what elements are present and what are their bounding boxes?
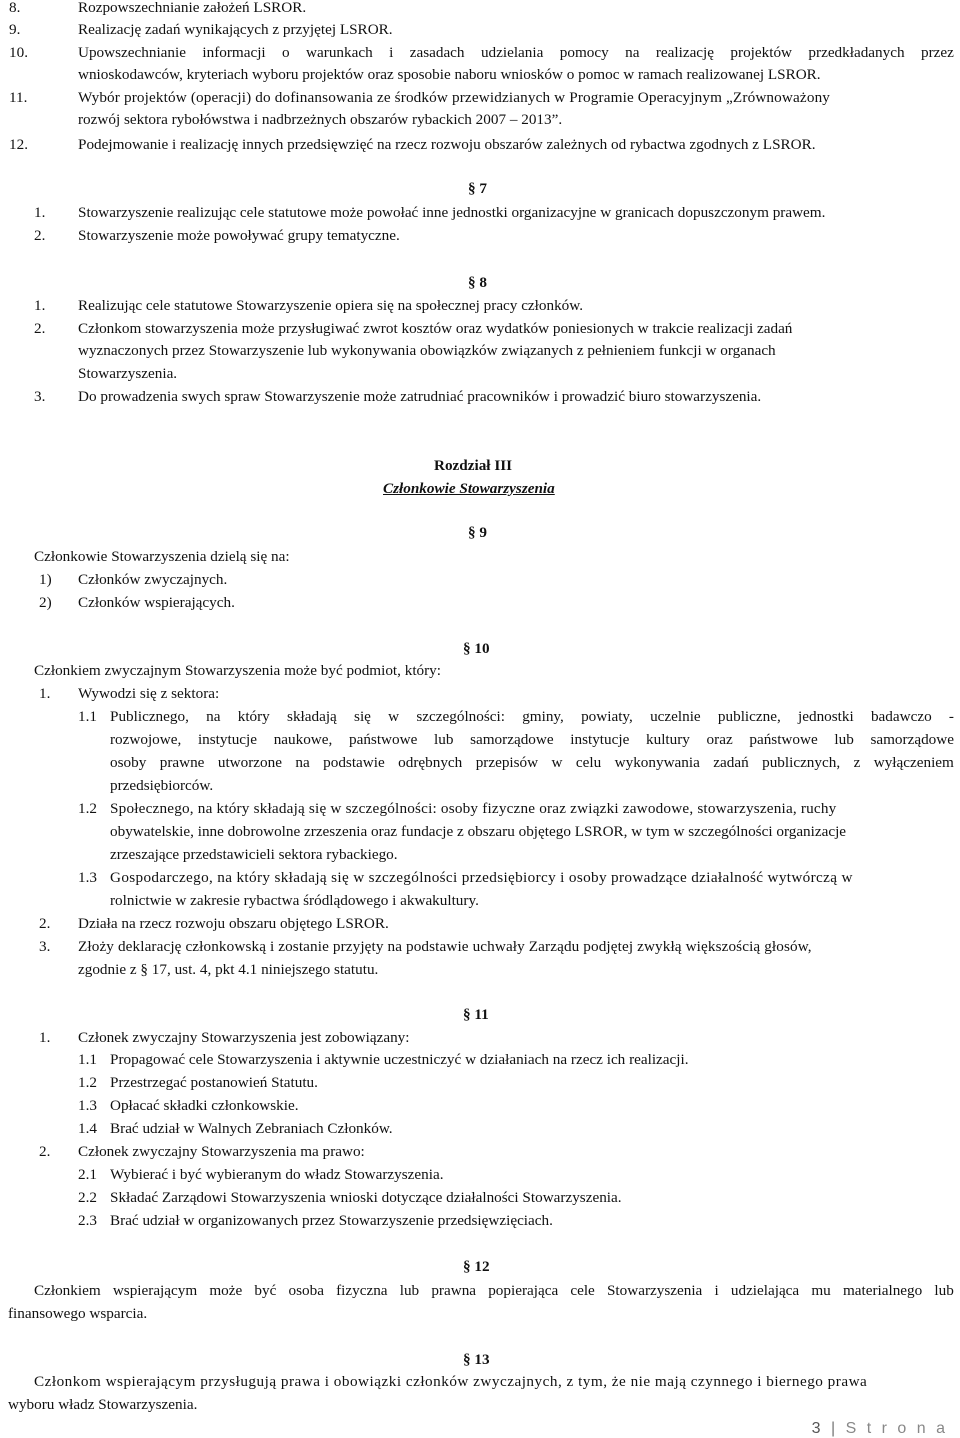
section-heading: § 7	[468, 180, 487, 197]
footer-page-word: S t r o n a	[845, 1420, 948, 1437]
word: prawna	[431, 1282, 477, 1299]
list-item-text: Członków zwyczajnych.	[78, 571, 228, 588]
sublist-line: rolnictwie w zakresie rybactwa śródlądowego i akwakultury.	[110, 892, 479, 909]
word: i	[389, 44, 394, 61]
list-item-line: zgodnie z § 17, ust. 4, pkt 4.1 niniejszego statutu.	[78, 961, 379, 978]
list-number: 1.	[34, 297, 46, 314]
sublist-line: Gospodarczego, na który składają się w szczególności przedsiębiorcy i osoby prowadzące działalność wytwórczą w	[110, 869, 853, 886]
paragraph: Członkiem zwyczajnym Stowarzyszenia może być podmiot, który:	[34, 662, 441, 679]
page-footer	[812, 1420, 948, 1438]
word: udzielająca	[730, 1282, 800, 1299]
section-heading: § 12	[463, 1258, 490, 1275]
word: odrębnych	[398, 754, 463, 771]
list-item-text: Członków wspierających.	[78, 594, 235, 611]
sublist-line	[110, 709, 954, 724]
word: się	[354, 708, 371, 725]
list-item-line: wyznaczonych przez Stowarzyszenie lub wykonywania obowiązków związanych z pełnieniem funkcji w organach	[78, 342, 776, 359]
list-item-text: Członek zwyczajny Stowarzyszenia jest zobowiązany:	[78, 1029, 410, 1046]
word: oraz	[706, 731, 733, 748]
word: Publicznego,	[110, 708, 189, 725]
sublist-number: 2.3	[78, 1212, 97, 1229]
word: zadań	[713, 754, 749, 771]
sublist-number: 1.1	[78, 708, 97, 725]
list-item-text: Członek zwyczajny Stowarzyszenia ma prawo:	[78, 1143, 365, 1160]
sublist-text: Brać udział w organizowanych przez Stowarzyszenie przedsięwzięciach.	[110, 1212, 553, 1229]
word: o	[282, 44, 290, 61]
list-number: 2.	[39, 1143, 51, 1160]
word: samorządowe	[870, 731, 954, 748]
sublist-text: Wybierać i być wybieranym do władz Stowarzyszenia.	[110, 1166, 444, 1183]
word: zasadach	[409, 44, 465, 61]
sublist-number: 1.3	[78, 869, 97, 886]
list-item-line: rozwój sektora rybołówstwa i nadbrzeżnych obszarów rybackich 2007 – 2013”.	[78, 111, 563, 128]
list-number: 3.	[39, 938, 51, 955]
word: projektów	[730, 44, 793, 61]
word: na	[625, 44, 640, 61]
word: materialnego	[842, 1282, 923, 1299]
list-item-line	[78, 45, 954, 60]
word: cele	[570, 1282, 595, 1299]
list-number: 3.	[34, 388, 46, 405]
word: kultury	[646, 731, 690, 748]
word: w	[388, 708, 400, 725]
sublist-number: 1.3	[78, 1097, 97, 1114]
word: lub	[934, 1282, 954, 1299]
word: fizyczna	[336, 1282, 388, 1299]
word: Członkiem	[34, 1282, 101, 1299]
word: Upowszechnianie	[78, 44, 186, 61]
word: przepisów	[475, 754, 539, 771]
sublist-number: 1.2	[78, 1074, 97, 1091]
word: publiczne,	[717, 708, 781, 725]
word: państwowe	[348, 731, 418, 748]
word: powiaty,	[581, 708, 633, 725]
word: popierająca	[488, 1282, 559, 1299]
word: jednostki	[798, 708, 854, 725]
word: szczególności:	[416, 708, 505, 725]
list-item-text: Stowarzyszenie realizując cele statutowe może powołać inne jednostki organizacyjne w granicach dopuszczonym prawem.	[78, 204, 826, 221]
word: lub	[434, 731, 454, 748]
sublist-line: zrzeszające przedstawicieli sektora rybackiego.	[110, 846, 398, 863]
chapter-title: Rozdział III	[434, 457, 513, 474]
paragraph-line: Członkom wspierającym przysługują prawa i obowiązki członków zwyczajnych, z tym, że nie mają czynnego i biernego prawa	[34, 1373, 868, 1390]
list-number: 11.	[9, 89, 28, 106]
word: na	[295, 754, 310, 771]
paragraph: Członkowie Stowarzyszenia dzielą się na:	[34, 548, 290, 565]
word: informacji	[202, 44, 266, 61]
list-number: 2.	[34, 227, 46, 244]
word: rozwojowe,	[110, 731, 182, 748]
word: podstawie	[323, 754, 385, 771]
sublist-number: 1.2	[78, 800, 97, 817]
word: składają	[287, 708, 337, 725]
word: być	[254, 1282, 277, 1299]
sublist-number: 2.2	[78, 1189, 97, 1206]
word: mu	[811, 1282, 831, 1299]
word: Stowarzyszenia	[606, 1282, 703, 1299]
word: prawne	[159, 754, 205, 771]
sublist-text: Propagować cele Stowarzyszenia i aktywnie uczestniczyć w działaniach na rzecz ich realizacji.	[110, 1051, 689, 1068]
sublist-number: 2.1	[78, 1166, 97, 1183]
paragraph-line: finansowego wsparcia.	[8, 1305, 148, 1322]
word: gminy,	[522, 708, 564, 725]
word: przedkładanych	[808, 44, 905, 61]
word: naukowe,	[273, 731, 333, 748]
word: państwowe	[749, 731, 818, 748]
word: publicznych,	[762, 754, 841, 771]
list-item-text: Wywodzi się z sektora:	[78, 685, 220, 702]
word: instytucje	[570, 731, 630, 748]
sublist-text: Brać udział w Walnych Zebraniach Członków.	[110, 1120, 393, 1137]
list-number: 2)	[39, 594, 52, 611]
section-heading: § 9	[468, 524, 487, 541]
word: utworzone	[217, 754, 282, 771]
word: uczelnie	[650, 708, 701, 725]
section-heading: § 11	[463, 1006, 489, 1023]
word: osoba	[288, 1282, 324, 1299]
word: instytucje	[197, 731, 258, 748]
list-item-line: Stowarzyszenia.	[78, 365, 178, 382]
list-item-line: wnioskodawców, kryteriach wyboru projektów oraz sposobie naboru wniosków o pomoc w ramach realizowanej LSROR.	[78, 66, 821, 83]
list-number: 2.	[34, 320, 46, 337]
list-item-text: Stowarzyszenie może powoływać grupy tematyczne.	[78, 227, 400, 244]
sublist-text: Przestrzegać postanowień Statutu.	[110, 1074, 318, 1091]
list-number: 12.	[9, 136, 28, 153]
chapter-subtitle: Członkowie Stowarzyszenia	[383, 480, 555, 497]
list-item-line: Wybór projektów (operacji) do dofinansowania ze środków przewidzianych w Programie Operacyjnym „Zrównoważony	[78, 89, 831, 106]
word: wyłączeniem	[873, 754, 954, 771]
list-number: 9.	[9, 21, 21, 38]
paragraph-line: wyboru władz Stowarzyszenia.	[8, 1396, 198, 1413]
list-item-text: Realizując cele statutowe Stowarzyszenie opiera się na społecznej pracy członków.	[78, 297, 584, 314]
list-number: 2.	[39, 915, 51, 932]
sublist-text: Opłacać składki członkowskie.	[110, 1097, 299, 1114]
word: może	[209, 1282, 243, 1299]
list-number: 1.	[34, 204, 46, 221]
word: pomocy	[559, 44, 609, 61]
sublist-line: przedsiębiorców.	[110, 777, 214, 794]
sublist-number: 1.4	[78, 1120, 97, 1137]
word: realizację	[655, 44, 715, 61]
sublist-line: obywatelskie, inne dobrowolne zrzeszenia oraz fundacje z obszaru objętego LSROR, w tym w szczególności organizacje	[110, 823, 847, 840]
list-number: 1.	[39, 685, 51, 702]
sublist-line	[110, 755, 954, 770]
page-number: 3	[811, 1420, 824, 1437]
word: wspierającym	[112, 1282, 198, 1299]
list-item-text: Realizację zadań wynikających z przyjętej LSROR.	[78, 21, 393, 38]
word: z	[853, 754, 861, 771]
list-number: 8.	[9, 0, 21, 16]
sublist-line: Społecznego, na który składają się w szczególności: osoby fizyczne oraz związki zawodowe, stowarzyszenia, ruchy	[110, 800, 837, 817]
word: wykonywania	[614, 754, 700, 771]
word: -	[948, 708, 954, 725]
word: lub	[399, 1282, 420, 1299]
word: udzielania	[480, 44, 544, 61]
footer-separator: |	[831, 1420, 839, 1437]
list-number: 1)	[39, 571, 52, 588]
sublist-line	[110, 732, 954, 747]
list-item-text: Działa na rzecz rozwoju obszaru objętego LSROR.	[78, 915, 389, 932]
word: osoby	[110, 754, 147, 771]
section-heading: § 10	[463, 640, 490, 657]
word: w	[551, 754, 563, 771]
word: lub	[834, 731, 854, 748]
word: na	[206, 708, 221, 725]
list-number: 10.	[9, 44, 28, 61]
list-number: 1.	[39, 1029, 51, 1046]
word: i	[714, 1282, 719, 1299]
word: celu	[575, 754, 602, 771]
paragraph-line	[34, 1283, 954, 1298]
list-item-text: Podejmowanie i realizację innych przedsięwzięć na rzecz rozwoju obszarów zależnych od rybactwa zgodnych z LSROR.	[78, 136, 816, 153]
section-heading: § 8	[468, 274, 487, 291]
sublist-number: 1.1	[78, 1051, 97, 1068]
list-item-line: Złoży deklarację członkowską i zostanie przyjęty na podstawie uchwały Zarządu podjętej zwykłą większością głosów,	[78, 938, 812, 955]
word: samorządowe	[470, 731, 554, 748]
sublist-text: Składać Zarządowi Stowarzyszenia wnioski dotyczące działalności Stowarzyszenia.	[110, 1189, 622, 1206]
section-heading: § 13	[463, 1351, 490, 1368]
list-item-text: Rozpowszechnianie założeń LSROR.	[78, 0, 307, 16]
list-item-text: Do prowadzenia swych spraw Stowarzyszenie może zatrudniać pracowników i prowadzić biuro stowarzyszenia.	[78, 388, 762, 405]
word: warunkach	[306, 44, 373, 61]
word: przez	[920, 44, 954, 61]
word: badawczo	[870, 708, 932, 725]
list-item-line: Członkom stowarzyszenia może przysługiwać zwrot kosztów oraz wydatków poniesionych w trakcie realizacji zadań	[78, 320, 793, 337]
word: który	[237, 708, 270, 725]
